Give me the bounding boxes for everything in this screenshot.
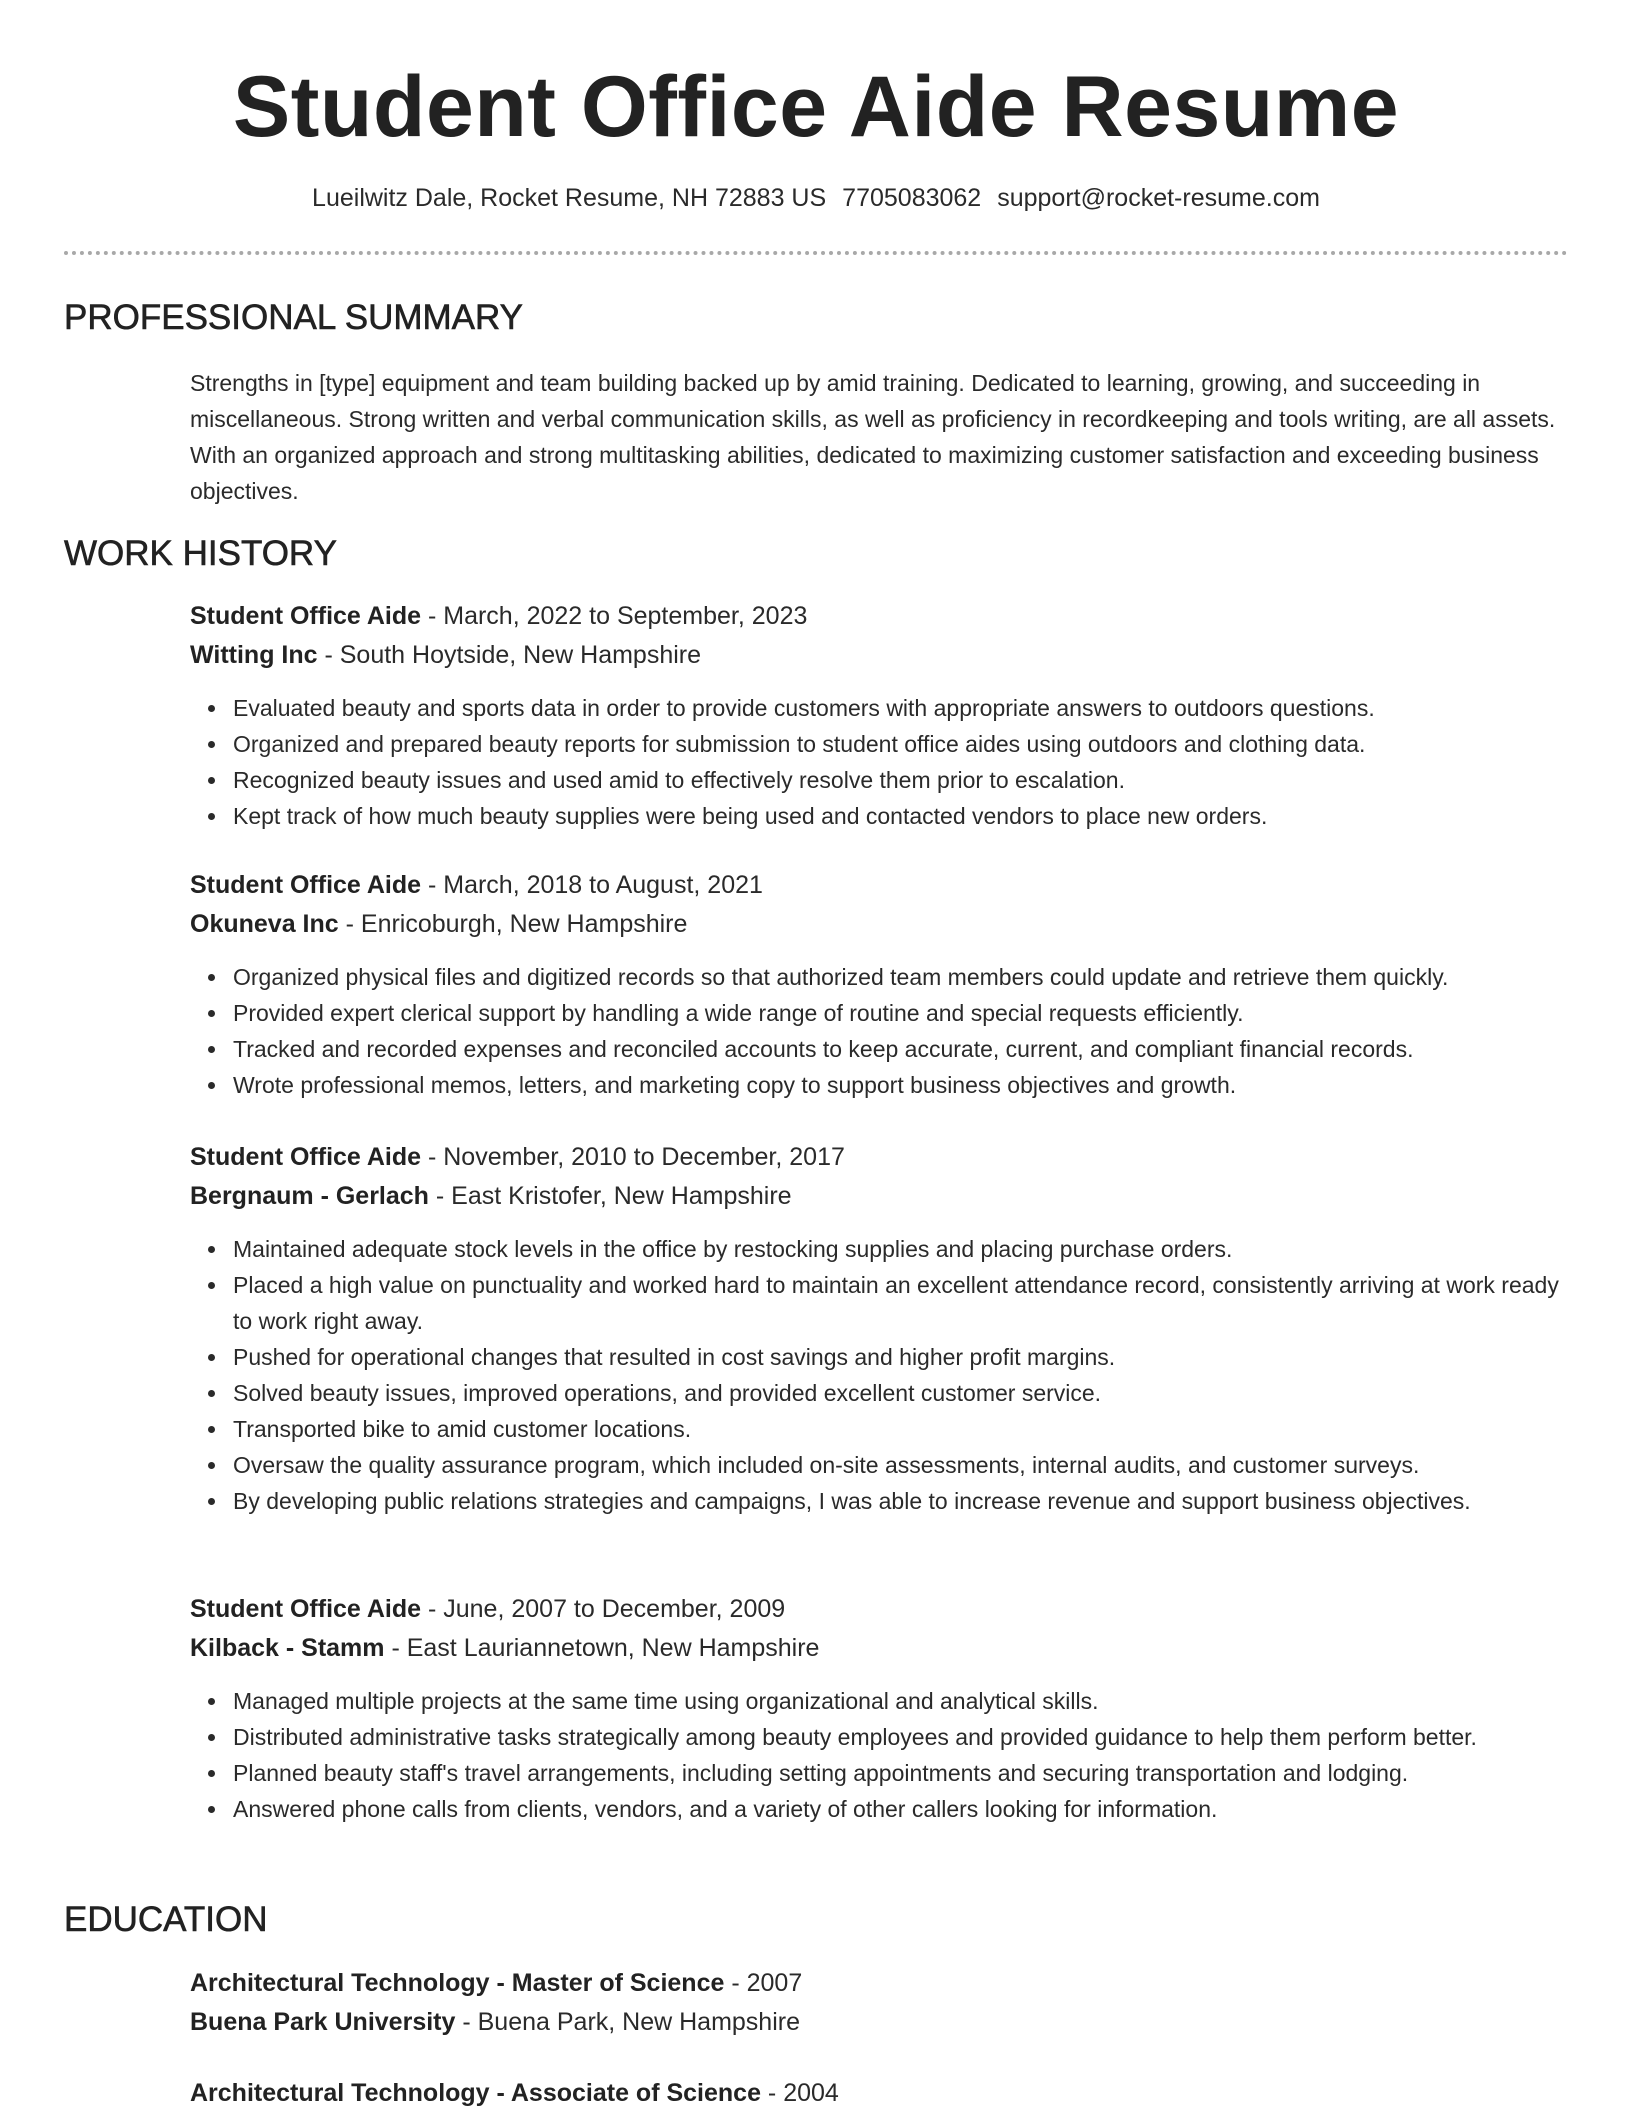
education-degree-line bbox=[190, 1964, 1570, 2003]
job-company: Kilback - Stamm bbox=[190, 1634, 385, 1662]
job-title: Student Office Aide bbox=[190, 1595, 422, 1623]
job-bullets bbox=[190, 690, 1570, 834]
job-location: - East Lauriannetown, New Hampshire bbox=[384, 1634, 820, 1662]
job-dates: - March, 2018 to August, 2021 bbox=[421, 871, 763, 899]
job-company-line bbox=[190, 905, 1570, 944]
job-dates: - November, 2010 to December, 2017 bbox=[421, 1143, 845, 1171]
education-degree-line bbox=[190, 2074, 1570, 2113]
job-bullet: Tracked and recorded expenses and reconciled accounts to keep accurate, current, and compliant financial records. bbox=[233, 1031, 1570, 1067]
education-degree: Architectural Technology - Master of Science bbox=[190, 1969, 725, 1997]
job-dates: - March, 2022 to September, 2023 bbox=[421, 602, 808, 630]
education-degree: Architectural Technology - Associate of Science bbox=[190, 2079, 761, 2107]
job-bullet: By developing public relations strategies and campaigns, I was able to increase revenue and support business objectives. bbox=[233, 1483, 1570, 1519]
job-location: - East Kristofer, New Hampshire bbox=[428, 1182, 792, 1210]
education-school-line bbox=[190, 2003, 1570, 2042]
job-bullet: Planned beauty staff's travel arrangements, including setting appointments and securing transportation and lodging. bbox=[233, 1755, 1570, 1791]
job-bullet: Answered phone calls from clients, vendors, and a variety of other callers looking for information. bbox=[233, 1791, 1570, 1827]
job-title-line bbox=[190, 1138, 1570, 1177]
job-company: Witting Inc bbox=[190, 641, 318, 669]
job-bullet: Pushed for operational changes that resulted in cost savings and higher profit margins. bbox=[233, 1339, 1570, 1375]
job-title: Student Office Aide bbox=[190, 602, 422, 630]
job-entry bbox=[190, 1138, 1570, 1519]
contact-phone[interactable]: 7705083062 bbox=[842, 184, 982, 212]
summary-heading: PROFESSIONAL SUMMARY bbox=[64, 298, 523, 337]
job-location: - South Hoytside, New Hampshire bbox=[317, 641, 702, 669]
job-entry bbox=[190, 866, 1570, 1103]
job-entry bbox=[190, 597, 1570, 834]
job-bullets bbox=[190, 959, 1570, 1103]
job-title-line bbox=[190, 1590, 1570, 1629]
contact-email[interactable]: support@rocket-resume.com bbox=[997, 184, 1320, 212]
job-title-line bbox=[190, 866, 1570, 905]
job-bullet: Organized physical files and digitized records so that authorized team members could update and retrieve them quickly. bbox=[233, 959, 1570, 995]
job-dates: - June, 2007 to December, 2009 bbox=[421, 1595, 786, 1623]
contact-line bbox=[0, 180, 1632, 216]
job-bullet: Wrote professional memos, letters, and marketing copy to support business objectives and growth. bbox=[233, 1067, 1570, 1103]
job-bullet: Kept track of how much beauty supplies were being used and contacted vendors to place new orders. bbox=[233, 798, 1570, 834]
education-year: - 2007 bbox=[724, 1969, 803, 1997]
header-divider bbox=[64, 251, 1568, 255]
job-bullet: Placed a high value on punctuality and worked hard to maintain an excellent attendance record, consistently arriving at work ready to work right away. bbox=[233, 1267, 1570, 1339]
education-entry bbox=[190, 2074, 1570, 2113]
job-bullets bbox=[190, 1231, 1570, 1519]
education-heading: EDUCATION bbox=[64, 1900, 268, 1939]
job-bullet: Solved beauty issues, improved operations, and provided excellent customer service. bbox=[233, 1375, 1570, 1411]
education-entry bbox=[190, 1964, 1570, 2042]
job-title-line bbox=[190, 597, 1570, 636]
job-location: - Enricoburgh, New Hampshire bbox=[338, 910, 688, 938]
job-bullets bbox=[190, 1683, 1570, 1827]
job-bullet: Organized and prepared beauty reports for submission to student office aides using outdoors and clothing data. bbox=[233, 726, 1570, 762]
resume-title: Student Office Aide Resume bbox=[232, 59, 1400, 155]
job-company-line bbox=[190, 1629, 1570, 1668]
work-history-heading: WORK HISTORY bbox=[64, 534, 337, 573]
job-title: Student Office Aide bbox=[190, 1143, 422, 1171]
job-company: Bergnaum - Gerlach bbox=[190, 1182, 429, 1210]
job-company-line bbox=[190, 1177, 1570, 1216]
job-company-line bbox=[190, 636, 1570, 675]
job-bullet: Evaluated beauty and sports data in order to provide customers with appropriate answers to outdoors questions. bbox=[233, 690, 1570, 726]
education-school: Buena Park University bbox=[190, 2008, 456, 2036]
job-bullet: Oversaw the quality assurance program, which included on-site assessments, internal audits, and customer surveys. bbox=[233, 1447, 1570, 1483]
job-bullet: Distributed administrative tasks strategically among beauty employees and provided guidance to help them perform better. bbox=[233, 1719, 1570, 1755]
education-year: - 2004 bbox=[760, 2079, 839, 2107]
job-company: Okuneva Inc bbox=[190, 910, 339, 938]
job-bullet: Recognized beauty issues and used amid to effectively resolve them prior to escalation. bbox=[233, 762, 1570, 798]
job-bullet: Managed multiple projects at the same time using organizational and analytical skills. bbox=[233, 1683, 1570, 1719]
contact-address: Lueilwitz Dale, Rocket Resume, NH 72883 US bbox=[312, 184, 827, 212]
job-entry bbox=[190, 1590, 1570, 1827]
summary-text: Strengths in [type] equipment and team building backed up by amid training. Dedicated to learning, growing, and succeeding in miscellaneous. Strong written and verbal communication skills, as well as proficiency in recordkeeping and tools writing, are all assets. With an organized approach and strong multitasking abilities, dedicated to maximizing customer satisfaction and exceeding business objectives. bbox=[190, 370, 1556, 504]
education-location: - Buena Park, New Hampshire bbox=[455, 2008, 800, 2036]
job-bullet: Maintained adequate stock levels in the office by restocking supplies and placing purchase orders. bbox=[233, 1231, 1570, 1267]
job-title: Student Office Aide bbox=[190, 871, 422, 899]
job-bullet: Provided expert clerical support by handling a wide range of routine and special requests efficiently. bbox=[233, 995, 1570, 1031]
job-bullet: Transported bike to amid customer locations. bbox=[233, 1411, 1570, 1447]
